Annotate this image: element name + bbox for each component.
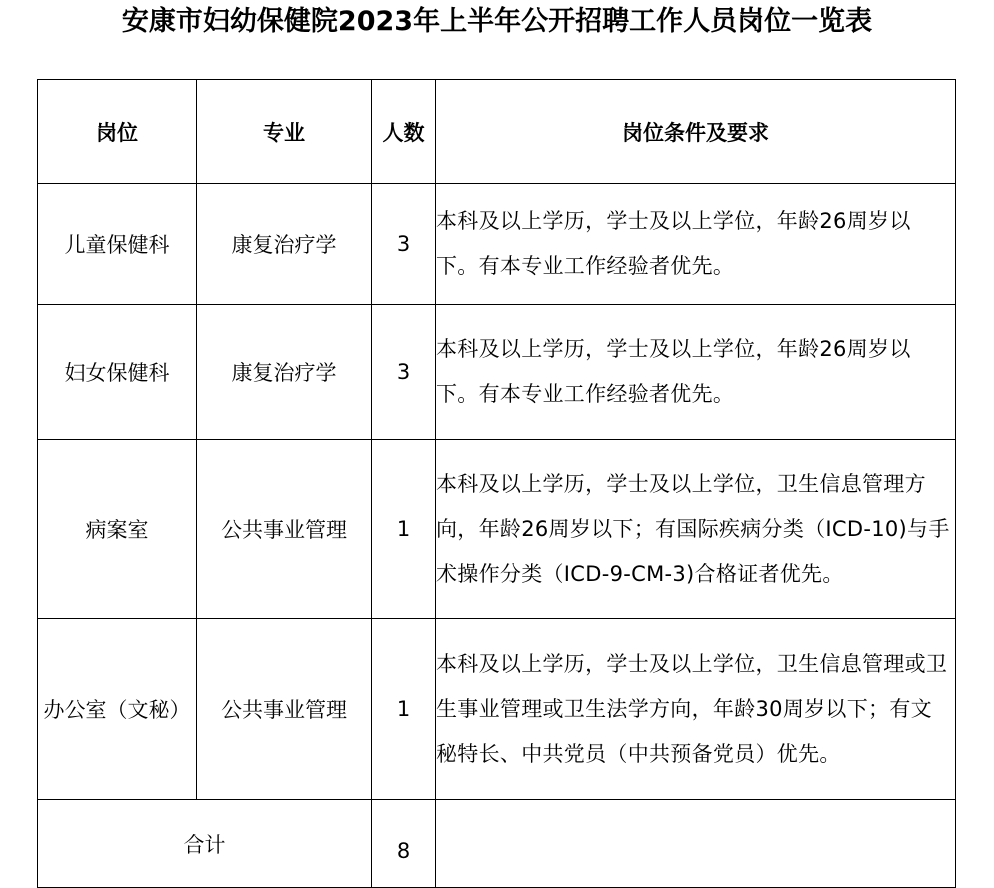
total-requirements-empty (436, 800, 956, 888)
table-header-row (38, 80, 956, 184)
total-row (38, 800, 956, 888)
requirements-text: 本科及以上学历，学士及以上学位，卫生信息管理或卫生事业管理或卫生法学方向，年龄30周岁以下；有文秘特长、中共党员（中共预备党员）优先。 (436, 651, 948, 766)
cell-requirements (436, 619, 956, 800)
cell-position: 办公室（文秘） (38, 619, 197, 800)
cell-count: 1 (372, 619, 436, 800)
header-major: 专业 (197, 80, 372, 184)
header-requirements: 岗位条件及要求 (436, 80, 956, 184)
positions-table (37, 79, 956, 888)
table-row (38, 619, 956, 800)
cell-position: 妇女保健科 (38, 305, 197, 440)
cell-major: 康复治疗学 (197, 184, 372, 305)
total-count: 8 (372, 800, 436, 888)
requirements-text: 本科及以上学历，学士及以上学位，卫生信息管理方向，年龄26周岁以下；有国际疾病分类（ICD-10)与手术操作分类（ICD-9-CM-3)合格证者优先。 (436, 471, 950, 586)
cell-requirements (436, 305, 956, 440)
page-title: 安康市妇幼保健院2023年上半年公开招聘工作人员岗位一览表 (121, 6, 873, 37)
cell-count: 1 (372, 440, 436, 619)
cell-major: 公共事业管理 (197, 619, 372, 800)
requirements-text: 本科及以上学历，学士及以上学位，年龄26周岁以下。有本专业工作经验者优先。 (436, 209, 911, 278)
cell-requirements (436, 440, 956, 619)
cell-count: 3 (372, 184, 436, 305)
header-count: 人数 (372, 80, 436, 184)
cell-position: 病案室 (38, 440, 197, 619)
requirements-text: 本科及以上学历，学士及以上学位，年龄26周岁以下。有本专业工作经验者优先。 (436, 337, 911, 406)
header-position: 岗位 (38, 80, 197, 184)
cell-major: 康复治疗学 (197, 305, 372, 440)
cell-position: 儿童保健科 (38, 184, 197, 305)
cell-major: 公共事业管理 (197, 440, 372, 619)
table-row (38, 184, 956, 305)
cell-requirements (436, 184, 956, 305)
table-row (38, 440, 956, 619)
total-label: 合计 (38, 800, 372, 888)
table-row (38, 305, 956, 440)
cell-count: 3 (372, 305, 436, 440)
